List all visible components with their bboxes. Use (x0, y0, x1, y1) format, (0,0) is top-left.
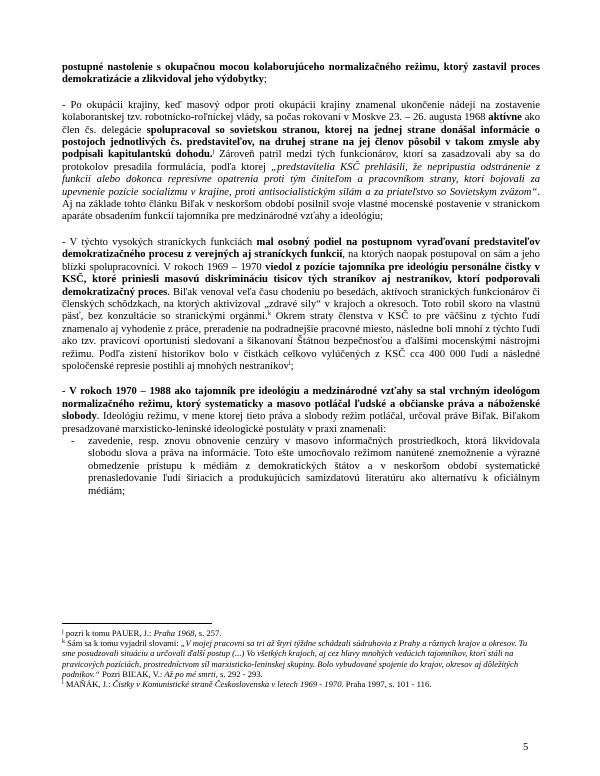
page-number: 5 (523, 742, 529, 753)
text-run: „predstavitelia KSČ prehlásili, že nepripustia odstránenie z funkcií alebo dokonca represívne opatrenia proti tým činiteľom a pracovníkom strany, ktorí bojovali za upevnenie pozície socializmu v krajine, proti antisocialistickým silám a za priateľstvo so Sovietskym zväzom“ (62, 161, 541, 198)
footnote-divider (62, 623, 212, 624)
text-run: Pozri BIĽAK, V.: (99, 668, 165, 679)
text-run: - Po okupácii krajiny, keď masový odpor proti okupácii krajiny znamenal ukončenie nádejí na zostavenie kolaborantskej tzv. robotnícko-roľníckej vlády, sa počas rokovaní v Moskve 23. – 26. augusta 1968 (62, 99, 540, 124)
footnote-marker: j (212, 148, 215, 156)
ideology-list (62, 436, 540, 498)
footnote-marker: j (62, 629, 64, 635)
paragraph-normalization (62, 62, 540, 87)
text-run: Čistky v Komunistické straně Československa v letech 1969 - 1970 (112, 679, 342, 690)
text-run: , na ktorých naopak postupoval on sám a jeho blízki spolupracovníci. V rokoch 1969 – 1970 (62, 249, 540, 273)
text-run: pozri k tomu PAUER, J.: (63, 628, 154, 638)
text-run: mal osobný podiel na postupnom vyraďovaní predstaviteľov demokratizačného procesu z verejných aj straníckych funkcií (62, 236, 540, 261)
footnote-marker: k (267, 310, 272, 318)
text-run: postupné nastolenie s okupačnou mocou kolaborujúceho normalizačného režimu, ktorý zastavil proces demokratizácie a zlikvidoval jeho výdobytky (62, 62, 540, 86)
text-run: ; (263, 74, 267, 86)
footnote-marker: k (62, 639, 65, 646)
text-run: Praha 1968 (153, 628, 195, 638)
text-run: Okrem straty členstva v KSČ to pre väčšinu z týchto ľudí znamenalo aj vyhodenie z práce, preradenie na podradnejšie pracovné miesto, následne boli mnohí z týchto ľudí ako tzv. pravicoví oportunisti sledovaní a šikanovaní Štátnou bezpečnosťou a ďalšími mocenskými nástrojmi režimu. Podľa zistení historikov bolo v čistkách celkovo vylúčených z KSČ cca 400 000 ľudí a následné spoločenské represie postihli aj mnohých nestraníkov (62, 311, 540, 372)
text-run: - V rokoch 1970 – 1988 ako tajomník pre ideológiu a medzinárodné vzťahy sa stal vrchným ideológom normalizačného režimu, ktorý systematicky a masovo potláčal ľudské a občianske práva a náboženské slobody (62, 386, 540, 423)
document-body (62, 62, 540, 498)
text-run: zavedenie, resp. znovu obnovenie cenzúry v masovo informačných prostriedkoch, ktorá likvidovala slobodu slova a práva na informácie. Toto ešte umocňovalo režimom nanútené znemožnenie a výrazné obmedzenie prístupu k médiám z demokratických štátov a v neskoršom období systematické prenasledovanie ľudí šíriacich a produkujúcich samizdatovú literatúru ako alternatívu k oficiálnym médiám; (88, 435, 540, 497)
text-run: „V mojej pracovni sa tri až štyri týždne schádzali súdruhovia z Prahy a rôznych krajov a okresov. Tu sme posudzovali situáciu a určovali ďalší postup (...) Vo všetkých krajoch, aj cez hlavy mnohých vedúcich tajomníkov, ktorí stáli na pravicových pozíciách, prostredníctvom síl marxisticko-leninskej skupiny. Bolo vybudované spojenie do krajov, okresov aj dôležitých podnikov.“ (62, 638, 528, 679)
footnote-k (62, 638, 540, 679)
text-run: ako člen čs. delegácie (62, 112, 540, 136)
footnotes (62, 628, 540, 689)
text-run: . Biľak venoval veľa času chodeniu po besedách, aktívoch stranických funkcionárov či členských schôdzkach, na ktorých aktivizoval „zdravé sily“ v krajoch a okresoch. Toto robil skoro na vlastnú päsť, bez konzultácie so stranickými orgánmi. (62, 286, 540, 323)
text-run: , s. 257. (194, 628, 222, 638)
text-run: , s. 292 - 293. (215, 668, 263, 679)
footnote-marker: l (62, 680, 64, 687)
text-run: Zároveň patril medzi tých funkcionárov, ktorí sa zasadzovali aby sa do protokolov presadila formulácia, podľa ktorej (62, 149, 540, 173)
text-run: Sám sa k tomu vyjadril slovami: (65, 638, 181, 649)
text-run: . Ideológiu režimu, v mene ktorej tieto práva a slobody režim potláčal, určoval práve Biľak. Biľakom presadzované marxisticko-leninské ideologické postuláty v praxi znamenali: (62, 411, 540, 435)
text-run: Až po mé smrti (164, 668, 216, 679)
paragraph-moscow-negotiations (62, 100, 540, 224)
text-run: viedol z pozície tajomníka pre ideológiu personálne čistky v KSČ, ktoré priniesli masovú diskrimináciu tisícov tých straníkov aj nestraníkov, ktorí podporovali demokratizačný proces (62, 261, 540, 298)
text-run: - V týchto vysokých straníckych funkciách (62, 236, 257, 248)
footnote-j (62, 628, 540, 638)
text-run: aktívne (488, 112, 522, 124)
text-run: ; (290, 360, 294, 372)
text-run: . Praha 1997, s. 101 - 116. (341, 679, 432, 690)
footnote-l (62, 679, 540, 689)
paragraph-chief-ideologue (62, 386, 540, 436)
text-run: MAŇÁK, J.: (63, 679, 113, 690)
text-run: spolupracoval so sovietskou stranou, ktorej na jednej strane donášal informácie o postojoch jednotlivých čs. predstaviteľov, na druhej strane na jej členov pôsobil v takom zmysle aby podpisali kapitulantskú dohodu. (62, 124, 540, 161)
paragraph-party-purges (62, 237, 540, 373)
list-item (88, 436, 540, 498)
footnote-marker: l (288, 359, 291, 367)
text-run: . Aj na základe tohto článku Biľak v neskoršom období posilnil svoje vlastné mocenské postavenie v stranickom aparáte obsadením funkcií tajomníka pre medzinárodné vzťahy a ideológiu; (62, 186, 540, 223)
